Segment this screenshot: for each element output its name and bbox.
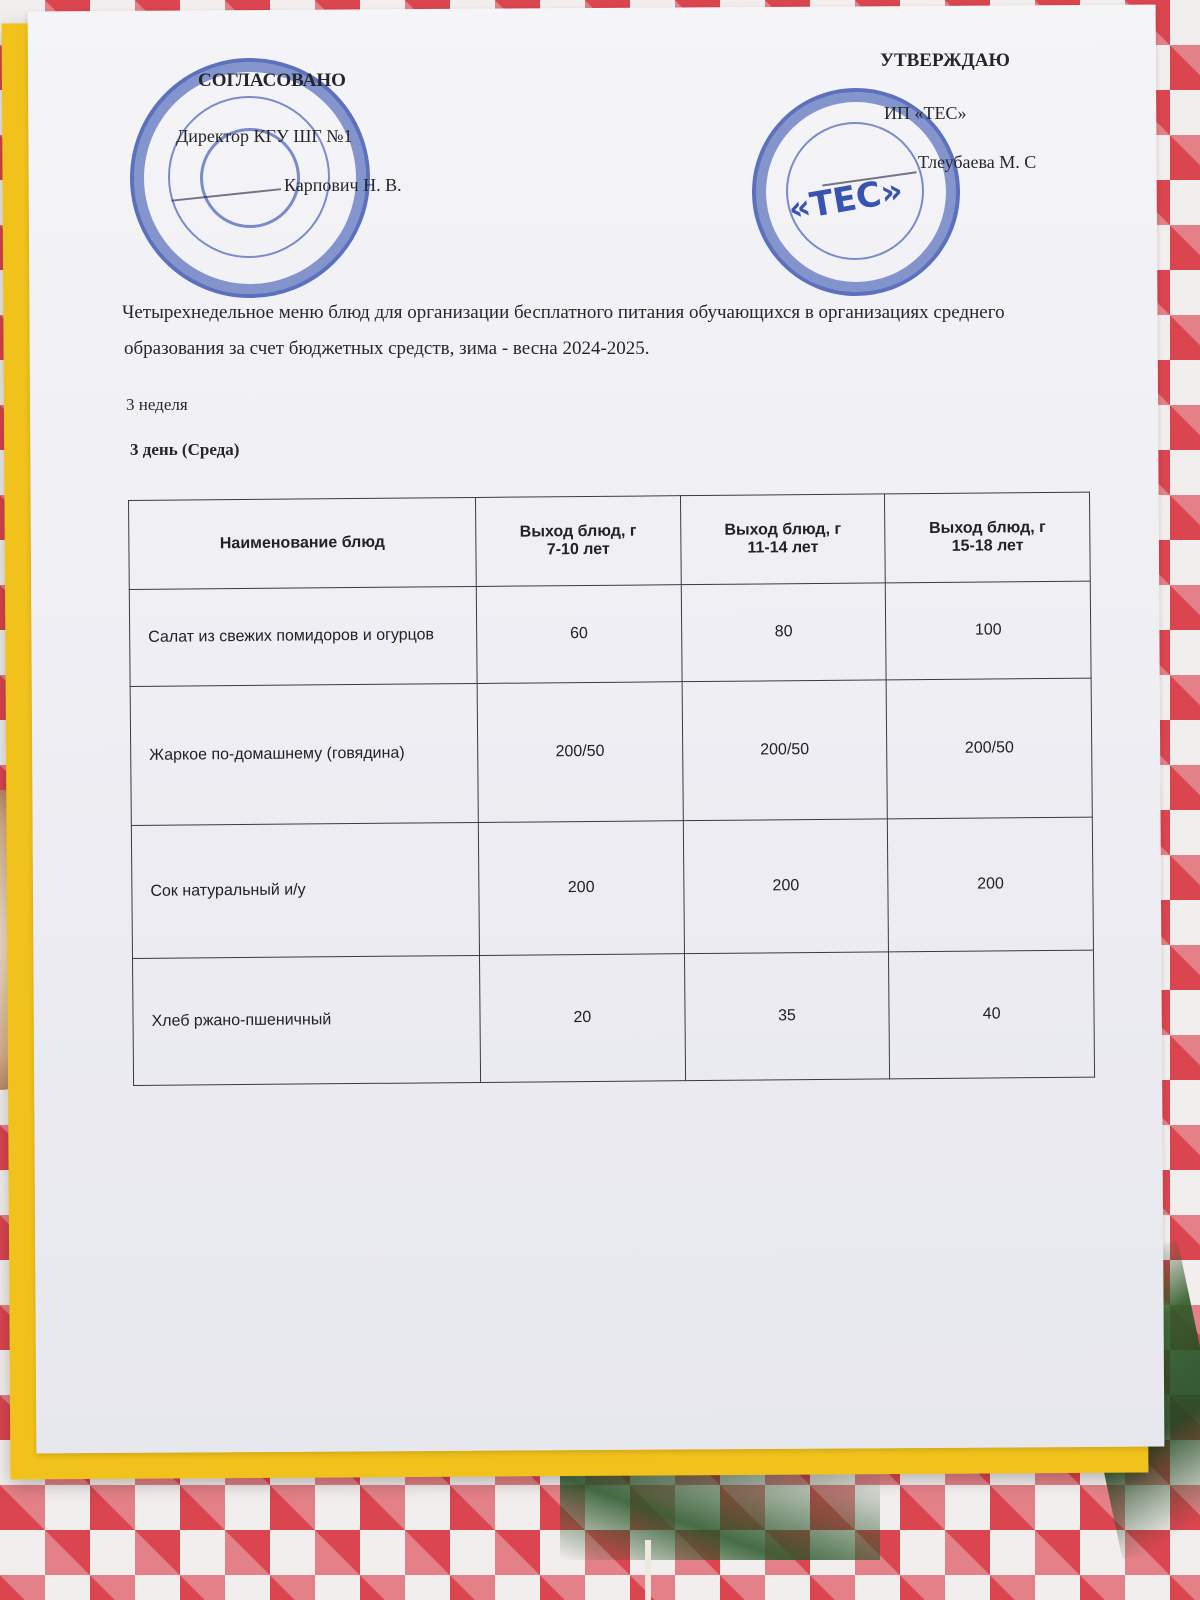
dish-name: Жаркое по-домашнему (говядина) bbox=[130, 683, 478, 825]
portion-7-10: 60 bbox=[476, 585, 681, 684]
menu-table bbox=[128, 492, 1095, 1086]
table-header-row bbox=[129, 492, 1091, 589]
director-name: Карпович Н. В. bbox=[284, 175, 402, 195]
portion-7-10: 20 bbox=[479, 954, 685, 1083]
portion-11-14: 200/50 bbox=[682, 680, 888, 821]
document-title-line2: образования за счет бюджетных средств, зима - весна 2024-2025. bbox=[124, 338, 650, 359]
table-row bbox=[131, 817, 1093, 958]
table-row bbox=[133, 950, 1095, 1085]
portion-11-14: 35 bbox=[684, 952, 890, 1081]
company-signer: Тлеубаева М. С bbox=[918, 152, 1037, 172]
table-row bbox=[129, 581, 1091, 686]
week-label: 3 неделя bbox=[126, 395, 188, 414]
dish-name: Сок натуральный и/у bbox=[131, 822, 479, 958]
dish-name: Салат из свежих помидоров и огурцов bbox=[129, 586, 477, 686]
header-age-11-14: Выход блюд, г 11-14 лет bbox=[680, 494, 885, 585]
portion-15-18: 100 bbox=[886, 581, 1092, 680]
day-label: 3 день (Среда) bbox=[130, 440, 240, 459]
portion-15-18: 200/50 bbox=[886, 678, 1092, 819]
company-name: ИП «ТЕС» bbox=[884, 103, 967, 123]
approved-heading-right: УТВЕРЖДАЮ bbox=[880, 50, 1010, 71]
herb-decoration-bottom bbox=[560, 1470, 880, 1560]
portion-7-10: 200 bbox=[478, 821, 684, 956]
header-dish-name: Наименование блюд bbox=[129, 497, 477, 589]
right-stamp-text: «ТЕС» bbox=[785, 170, 906, 230]
cable bbox=[645, 1540, 651, 1600]
portion-15-18: 40 bbox=[889, 950, 1095, 1079]
dish-name: Хлеб ржано-пшеничный bbox=[133, 955, 481, 1085]
portion-11-14: 200 bbox=[683, 819, 889, 954]
portion-15-18: 200 bbox=[888, 817, 1094, 952]
director-position: Директор КГУ ШГ №1 bbox=[176, 126, 353, 146]
table-row bbox=[130, 678, 1092, 825]
header-age-15-18: Выход блюд, г 15-18 лет bbox=[885, 492, 1090, 583]
document-title-line1: Четырехнедельное меню блюд для организации бесплатного питания обучающихся в организациях среднего bbox=[122, 302, 1005, 323]
header-age-7-10: Выход блюд, г 7-10 лет bbox=[475, 496, 680, 587]
portion-7-10: 200/50 bbox=[477, 682, 683, 823]
portion-11-14: 80 bbox=[681, 583, 886, 682]
approved-heading-left: СОГЛАСОВАНО bbox=[198, 70, 346, 91]
